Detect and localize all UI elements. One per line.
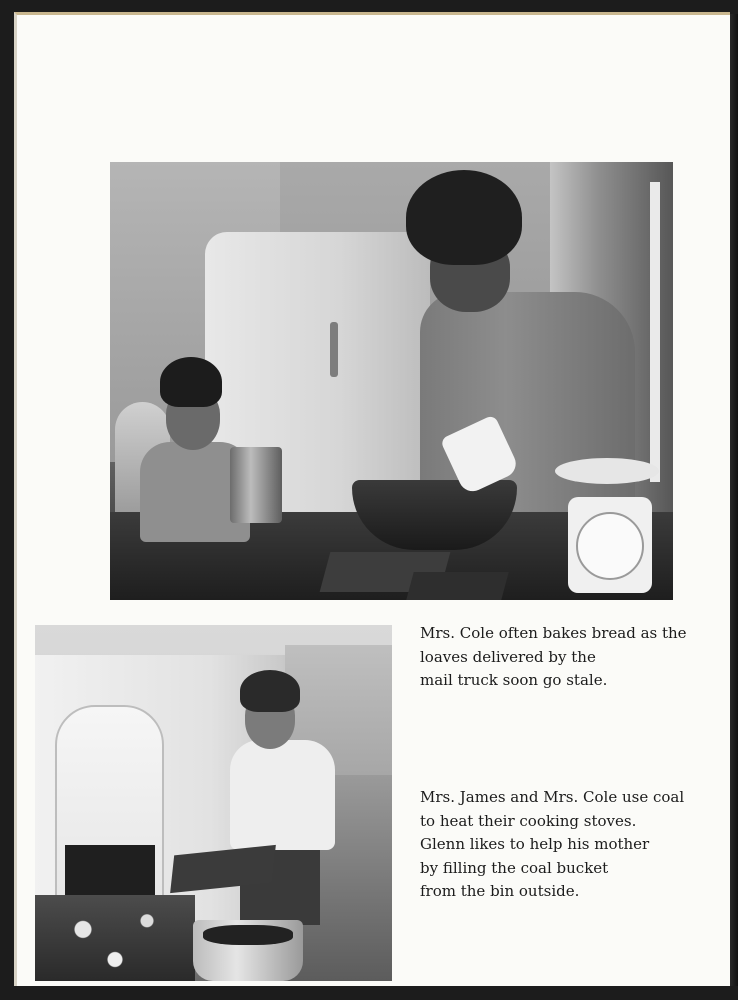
caption-line: loaves delivered by the [420,647,596,666]
caption-coal [420,786,684,904]
scale-pan [555,458,659,484]
book-edge-shadow [730,14,738,986]
child-hair [160,357,222,407]
page [14,12,730,986]
flower-bed [35,895,195,981]
refrigerator-handle [330,322,338,377]
boy-figure [230,740,335,850]
caption-line: Glenn likes to help his mother [420,835,650,853]
woman-hair [406,170,522,265]
flour-sifter [230,447,282,523]
caption-baking [420,622,687,693]
caption-line: by filling the coal bucket [420,858,609,877]
caption-line: mail truck soon go stale. [420,671,608,689]
door-glass [650,182,660,482]
photo-coal-bucket [35,625,392,981]
boy-hair [240,670,300,712]
caption-line: Mrs. Cole often bakes bread as the [420,624,687,642]
caption-line: Mrs. James and Mrs. Cole use coal [420,788,685,806]
scale-dial [576,512,644,580]
coal-lumps [203,925,293,945]
loaf-pan [406,572,509,600]
caption-line: from the bin outside. [420,882,580,900]
photo-baking-bread [110,162,673,600]
caption-line: to heat their cooking stoves. [420,811,637,830]
